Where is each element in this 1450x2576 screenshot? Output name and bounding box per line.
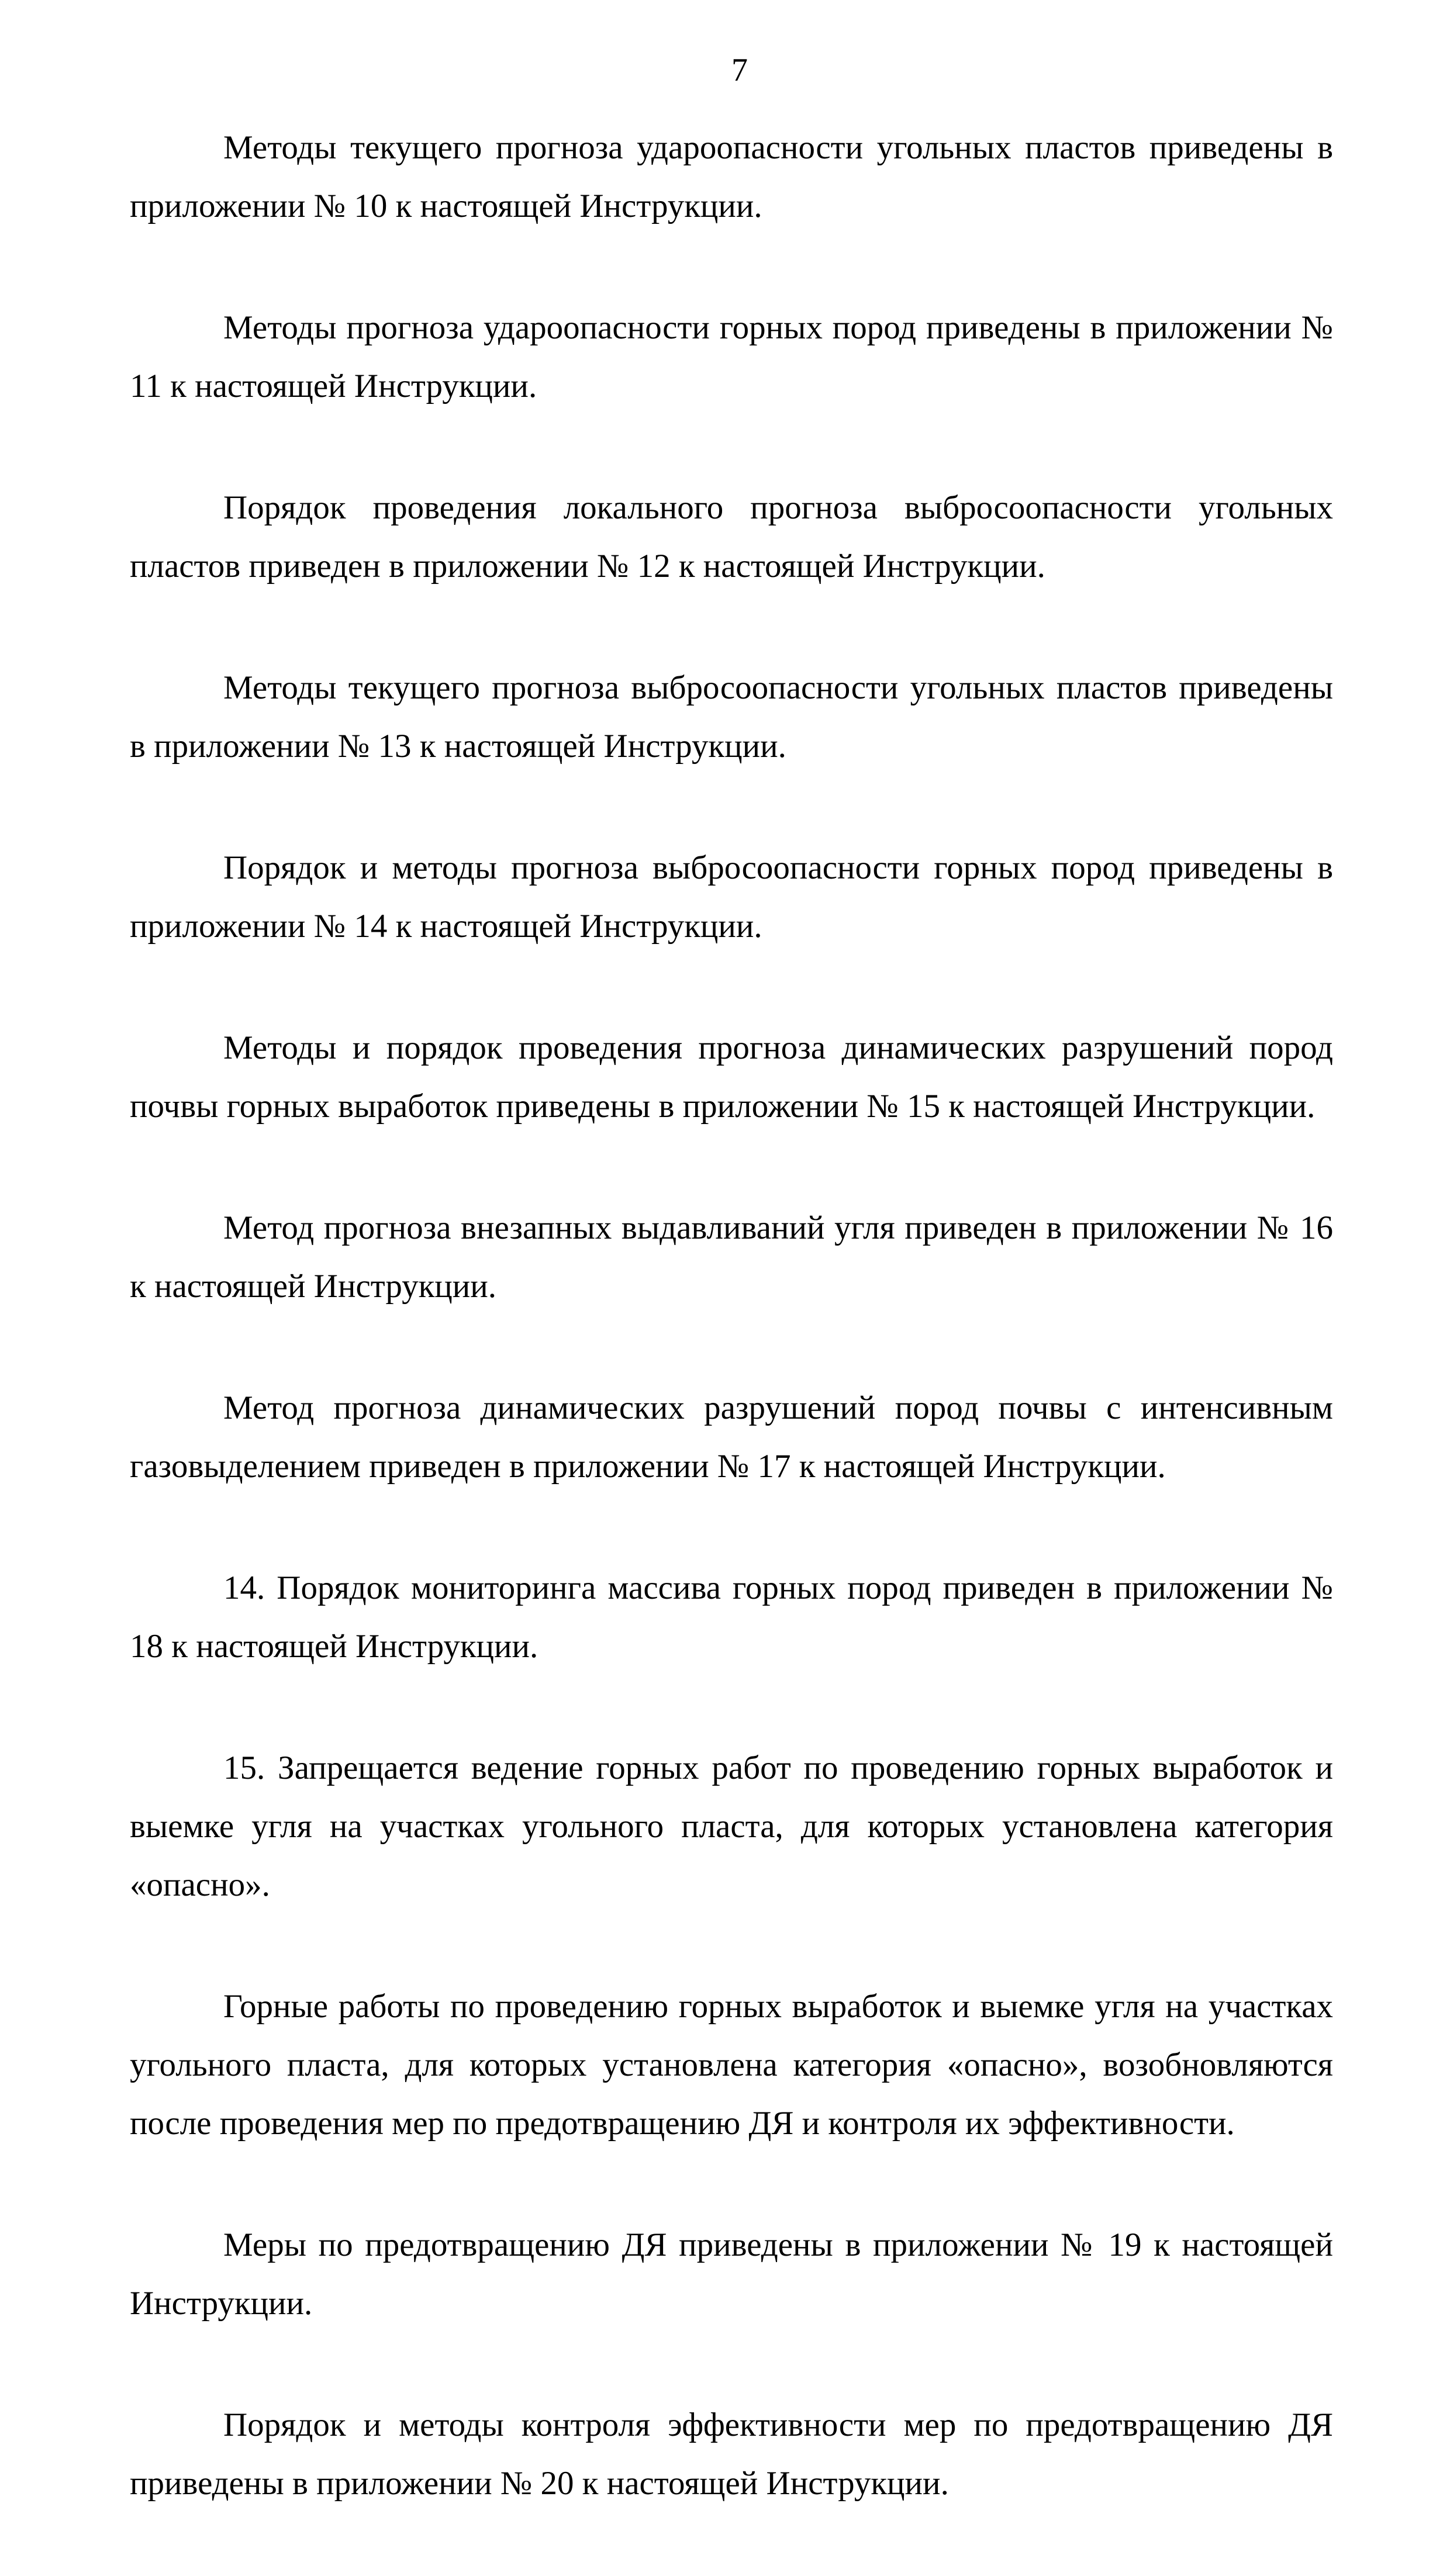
- paragraph-appendix-16: Метод прогноза внезапных выдавливаний угля приведен в приложении № 16 к настоящей Инструкции.: [130, 1209, 1333, 1305]
- paragraph-appendix-20: Порядок и методы контроля эффективности мер по предотвращению ДЯ приведены в приложении № 20 к настоящей Инструкции.: [130, 2406, 1333, 2502]
- page-number: 7: [731, 52, 748, 88]
- paragraph-appendix-14: Порядок и методы прогноза выбросоопасности горных пород приведены в приложении № 14 к настоящей Инструкции.: [130, 849, 1333, 945]
- paragraph-item-15: 15. Запрещается ведение горных работ по проведению горных выработок и выемке угля на участках угольного пласта, для которых установлена категория «опасно».: [130, 1749, 1333, 1903]
- document-body: [130, 119, 1333, 2576]
- paragraph-appendix-11: Методы прогноза удароопасности горных пород приведены в приложении № 11 к настоящей Инструкции.: [130, 309, 1333, 404]
- paragraph-appendix-12: Порядок проведения локального прогноза выбросоопасности угольных пластов приведен в приложении № 12 к настоящей Инструкции.: [130, 489, 1333, 585]
- paragraph-appendix-13: Методы текущего прогноза выбросоопасности угольных пластов приведены в приложении № 13 к настоящей Инструкции.: [130, 669, 1333, 765]
- paragraph-item-14: 14. Порядок мониторинга массива горных пород приведен в приложении № 18 к настоящей Инструкции.: [130, 1569, 1333, 1665]
- paragraph-appendix-19: Меры по предотвращению ДЯ приведены в приложении № 19 к настоящей Инструкции.: [130, 2226, 1333, 2322]
- paragraph-appendix-15: Методы и порядок проведения прогноза динамических разрушений пород почвы горных выработок приведены в приложении № 15 к настоящей Инструкции.: [130, 1029, 1333, 1125]
- paragraph-appendix-10: Методы текущего прогноза удароопасности угольных пластов приведены в приложении № 10 к настоящей Инструкции.: [130, 129, 1333, 224]
- paragraph-resumption: Горные работы по проведению горных выработок и выемке угля на участках угольного пласта, для которых установлена категория «опасно», возобновляются после проведения мер по предотвращению ДЯ и контроля их эффективности.: [130, 1988, 1333, 2142]
- paragraph-appendix-17: Метод прогноза динамических разрушений пород почвы с интенсивным газовыделением приведен в приложении № 17 к настоящей Инструкции.: [130, 1389, 1333, 1485]
